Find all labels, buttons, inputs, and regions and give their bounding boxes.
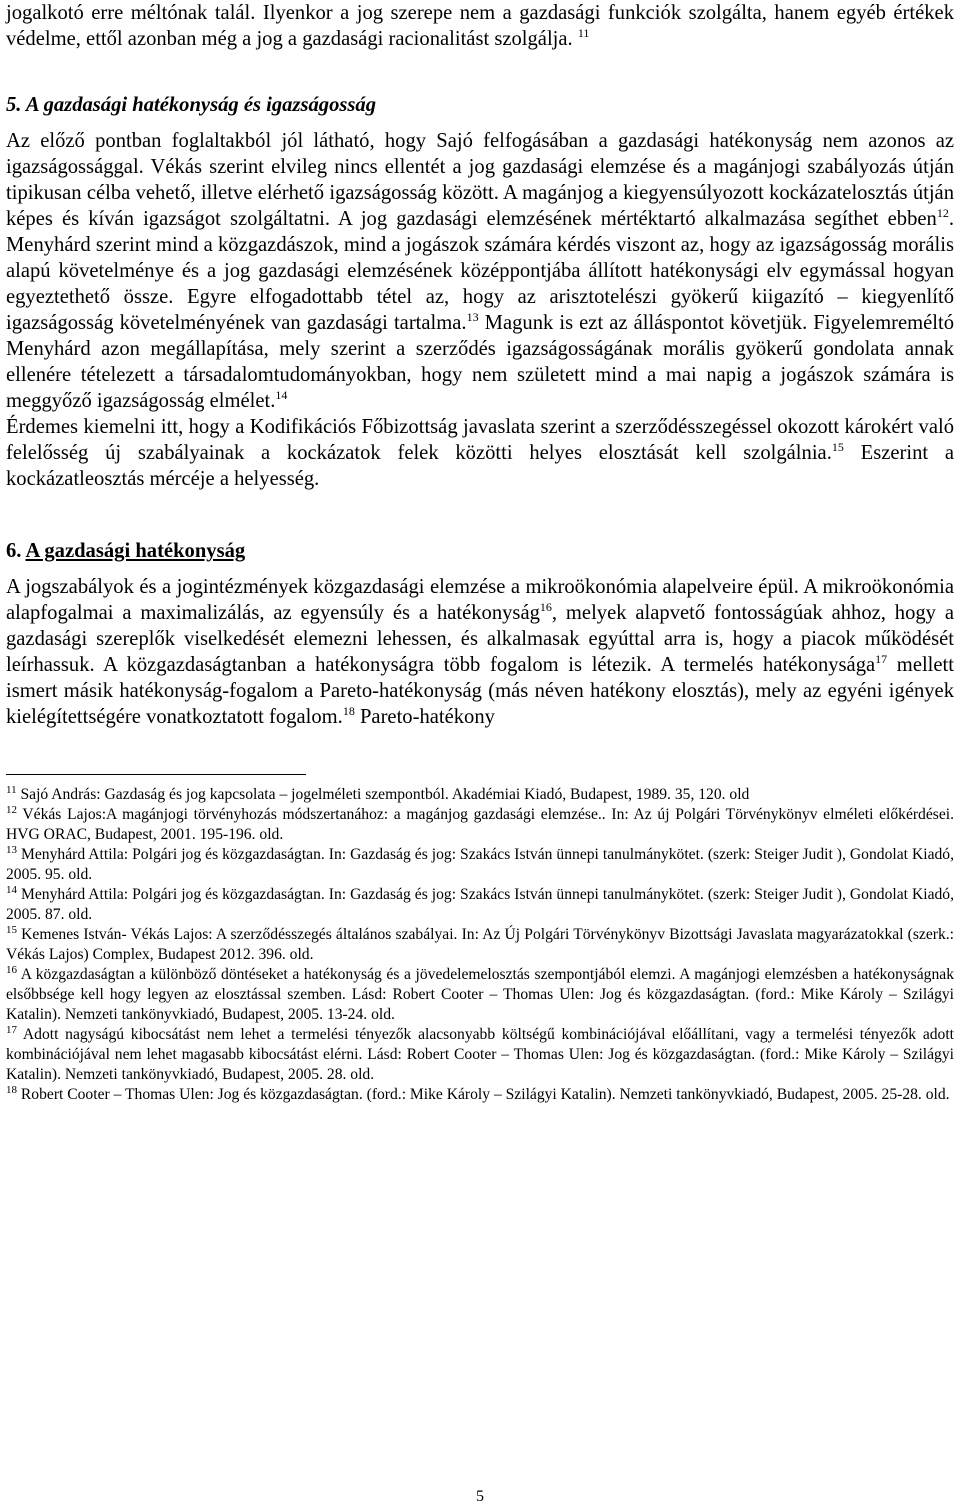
page-number: 5 xyxy=(476,1488,484,1505)
section-5-heading: 5. A gazdasági hatékonyság és igazságosság xyxy=(6,94,376,116)
footnote-11: $^{11}$ Sajó András: Gazdaság és jog kapcsolata – jogelméleti szempontból. Akadémiai Kiadó, Budapest, 1989. 35, 120. old xyxy=(6,783,750,803)
document-page xyxy=(6,0,954,1105)
footnotes xyxy=(6,785,954,1105)
section-6-heading: 6. A gazdasági hatékonyság xyxy=(6,540,246,562)
footnote-separator xyxy=(6,774,306,775)
footnote-ref-11: 11 xyxy=(577,26,590,41)
footnote-17: $^{17}$ Adott nagyságú kibocsátást nem lehet a termelési tényezők alacsonyabb költségű kombinációjával előállítani, vagy a termelési tényezők adott kombinációjával nem lehet magasabb kibocsátást elérni. Lásd: Robert Cooter – Thomas Ulen: Jog és közgazdaságtan. (ford.: Mike Károly – Szilágyi Katalin). Nemzeti tankönyvkiadó, Budapest, 2005. 28. old. xyxy=(6,1023,954,1083)
footnote-ref-12: 12 xyxy=(936,206,949,221)
footnote-ref-14: 14 xyxy=(275,388,288,403)
intro-paragraph: jogalkotó erre méltónak talál. Ilyenkor a jog szerepe nem a gazdasági funkciók szolgálta, hanem egyéb értékek védelme, ettől azonban még a jog a gazdasági racionalitást szolgálja. $^{11}$ xyxy=(6,2,954,50)
footnote-18: $^{18}$ Robert Cooter – Thomas Ulen: Jog és közgazdaságtan. (ford.: Mike Károly – Szilágyi Katalin). Nemzeti tankönyvkiadó, Budapest, 2005. 25-28. old. xyxy=(6,1083,950,1103)
section-6-title: A gazdasági hatékonyság xyxy=(25,540,246,562)
footnote-ref-18: 18 xyxy=(342,704,355,719)
section-6-paragraph-1: A jogszabályok és a jogintézmények közgazdasági elemzése a mikroökonómia alapelveire épül. A mikroökonómia alapfogalmai a maximalizálás, az egyensúly és a hatékonyság$^{16}$, melyek alapvető fontosságúak ahhoz, hogy a gazdasági szereplők viselkedését elemezni lehessen, és alkalmasak egyúttal arra is, hogy a piacok működését leírhassuk. A közgazdaságtanban a hatékonyságra több fogalom is létezik. A termelés hatékonysága$^{17}$ mellett ismert másik hatékonyság-fogalom a Pareto-hatékonyság (más néven hatékony elosztás), mely az egyéni igények kielégítettségére vonatkoztatott fogalom.$^{18}$ Pareto-hatékony xyxy=(6,576,954,728)
footnote-ref-16: 16 xyxy=(539,600,552,615)
section-5-paragraph-2: Érdemes kiemelni itt, hogy a Kodifikációs Főbizottság javaslata szerint a szerződésszegéssel okozott károkért való felelősség új szabályainak a kockázatok felek közötti helyes elosztását kell szolgálnia.$^{15}$ Eszerint a kockázatleosztás mércéje a helyesség. xyxy=(6,416,954,490)
footnote-12: $^{12}$ Vékás Lajos:A magánjogi törvényhozás módszertanához: a magánjog gazdasági elemzése.. In: Az új Polgári Törvénykönyv elméleti előkérdései. HVG ORAC, Budapest, 2001. 195-196. old. xyxy=(6,803,954,843)
section-5-title: A gazdasági hatékonyság és igazságosság xyxy=(25,94,376,116)
footnote-14: $^{14}$ Menyhárd Attila: Polgári jog és közgazdaságtan. In: Gazdaság és jog: Szakács István ünnepi tanulmánykötet. (szerk: Steiger Judit ), Gondolat Kiadó, 2005. 87. old. xyxy=(6,883,954,923)
footnote-16: $^{16}$ A közgazdaságtan a különböző döntéseket a hatékonyság és a jövedelemelosztás szempontjából elemzi. A magánjogi elemzésben a hatékonyságnak elsőbbsége kell hogy legyen az elosztással szemben. Lásd: Robert Cooter – Thomas Ulen: Jog és közgazdaságtan. (ford.: Mike Károly – Szilágyi Katalin). Nemzeti tankönyvkiadó, Budapest, 2005. 13-24. old. xyxy=(6,963,954,1023)
footnote-ref-15: 15 xyxy=(831,440,844,455)
footnote-ref-13: 13 xyxy=(466,310,479,325)
footnote-ref-17: 17 xyxy=(875,652,888,667)
footnote-15: $^{15}$ Kemenes István- Vékás Lajos: A szerződésszegés általános szabályai. In: Az Új Polgári Törvénykönyv Bizottsági Javaslata magyarázatokkal (szerk.: Vékás Lajos) Complex, Budapest 2012. 396. old. xyxy=(6,923,954,963)
footnote-13: $^{13}$ Menyhárd Attila: Polgári jog és közgazdaságtan. In: Gazdaság és jog: Szakács István ünnepi tanulmánykötet. (szerk: Steiger Judit ), Gondolat Kiadó, 2005. 95. old. xyxy=(6,843,954,883)
section-5-paragraph-1: Az előző pontban foglaltakból jól látható, hogy Sajó felfogásában a gazdasági hatékonyság nem azonos az igazságossággal. Vékás szerint elvileg nincs ellentét a jog gazdasági elemzése és a magánjogi szabályozás útján tipikusan célba vehető, illetve elérhető igazságosság között. A magánjog a kiegyensúlyozott kockázatelosztás útján képes és kíván igazságot szolgáltatni. A jog gazdasági elemzésének mértéktartó alkalmazása segíthet ebben$^{12}$. Menyhárd szerint mind a közgazdászok, mind a jogászok számára kérdés viszont az, hogy az igazságosság morális alapú követelménye és a jog gazdasági elemzésének középpontjába állított hatékonysági elv egymással hogyan egyeztethető össze. Egyre elfogadottabb tétel az, hogy az arisztotelészi gyökerű kiigazító – kiegyenlítő igazságosság követelményének van gazdasági tartalma.$^{13}$ Magunk is ezt az álláspontot követjük. Figyelemreméltó Menyhárd azon megállapítása, mely szerint a szerződés igazságosságának morális gyökerű gondolata annak ellenére tételezett a társadalomtudományokban, hogy nem született mind a mai napig a jogászok számára is meggyőző igazságosság elmélet.$^{14}$ xyxy=(6,130,954,412)
